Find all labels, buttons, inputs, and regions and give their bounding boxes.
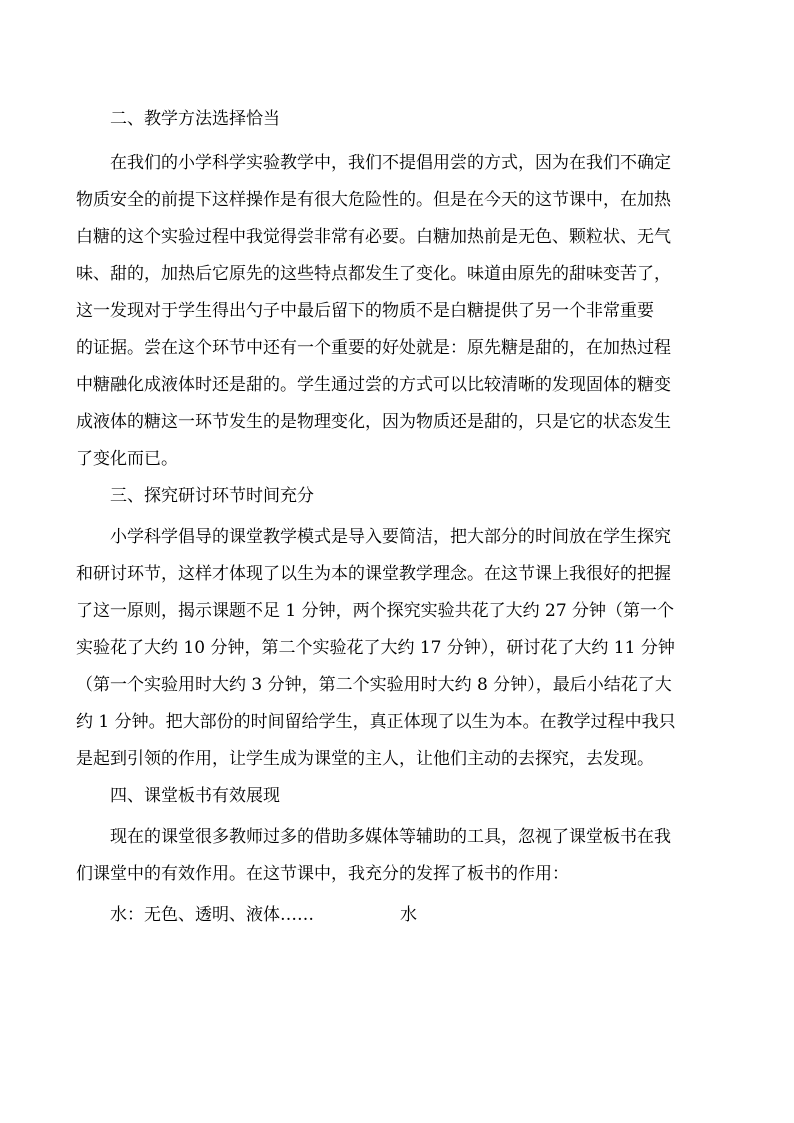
paragraph-line: 白糖的这个实验过程中我觉得尝非常有必要。白糖加热前是无色、颗粒状、无气 (76, 227, 671, 247)
section-3-heading: 三、探究研讨环节时间充分 (110, 486, 314, 506)
paragraph-line: 现在的课堂很多教师过多的借助多媒体等辅助的工具，忽视了课堂板书在我 (110, 827, 671, 847)
paragraph-line: 约 1 分钟。把大部份的时间留给学生，真正体现了以生为本。在教学过程中我只 (76, 712, 676, 732)
paragraph-line: 是起到引领的作用，让学生成为课堂的主人，让他们主动的去探究，去发现。 (76, 749, 654, 769)
paragraph-line: 成液体的糖这一环节发生的是物理变化，因为物质还是甜的，只是它的状态发生 (76, 412, 671, 432)
section-4-heading: 四、课堂板书有效展现 (110, 786, 280, 806)
paragraph-line: 小学科学倡导的课堂教学模式是导入要简洁，把大部分的时间放在学生探究 (110, 527, 671, 547)
paragraph-line: 们课堂中的有效作用。在这节课中，我充分的发挥了板书的作用： (76, 864, 569, 884)
board-note-left: 水：无色、透明、液体…… (110, 905, 314, 925)
paragraph-line: 味、甜的，加热后它原先的这些特点都发生了变化。味道由原先的甜味变苦了， (76, 264, 671, 284)
paragraph-line: 中糖融化成液体时还是甜的。学生通过尝的方式可以比较清晰的发现固体的糖变 (76, 375, 671, 395)
paragraph-line: 和研讨环节，这样才体现了以生为本的课堂教学理念。在这节课上我很好的把握 (76, 564, 671, 584)
board-note-right: 水 (400, 905, 417, 925)
section-2-heading: 二、教学方法选择恰当 (110, 109, 280, 129)
paragraph-line: 实验花了大约 10 分钟，第二个实验花了大约 17 分钟），研讨花了大约 11 分钟 (76, 638, 675, 658)
paragraph-line: 这一发现对于学生得出勺子中最后留下的物质不是白糖提供了另一个非常重要 (76, 301, 654, 321)
paragraph-line: 物质安全的前提下这样操作是有很大危险性的。但是在今天的这节课中，在加热 (76, 190, 671, 210)
paragraph-line: 在我们的小学科学实验教学中，我们不提倡用尝的方式，因为在我们不确定 (110, 153, 671, 173)
paragraph-line: （第一个实验用时大约 3 分钟，第二个实验用时大约 8 分钟），最后小结花了大 (76, 675, 672, 695)
paragraph-line: 了这一原则，揭示课题不足 1 分钟，两个探究实验共花了大约 27 分钟（第一个 (76, 601, 675, 621)
paragraph-line: 的证据。尝在这个环节中还有一个重要的好处就是：原先糖是甜的，在加热过程 (76, 338, 671, 358)
paragraph-line: 了变化而已。 (76, 449, 178, 469)
